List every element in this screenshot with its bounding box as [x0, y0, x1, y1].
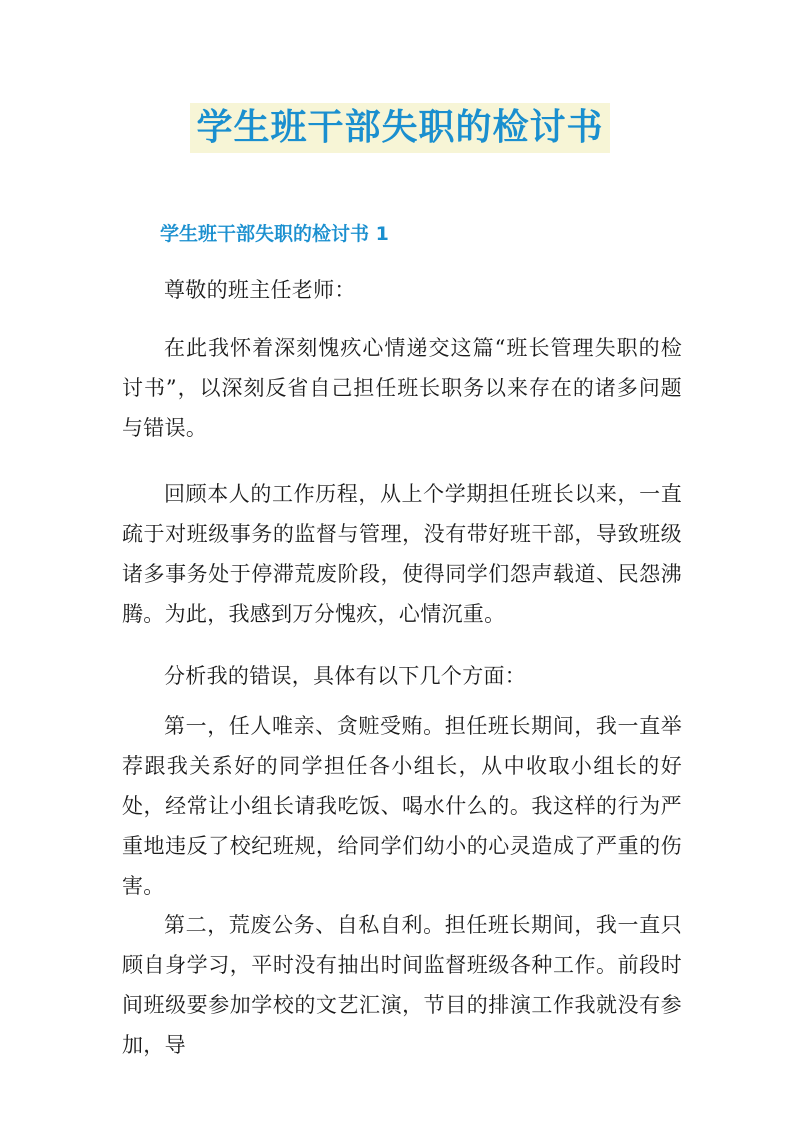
- document-title-wrapper: [0, 103, 800, 153]
- paragraph-point-two: 第二，荒废公务、自私自利。担任班长期间，我一直只顾自身学习，平时没有抽出时间监督班级各种工作。前段时间班级要参加学校的文艺汇演，节目的排演工作我就没有参加，导: [122, 913, 682, 1057]
- section-heading: 学生班干部失职的检讨书 1: [160, 223, 389, 245]
- paragraph-review: 回顾本人的工作历程，从上个学期担任班长以来，一直疏于对班级事务的监督与管理，没有带好班干部，导致班级诸多事务处于停滞荒废阶段，使得同学们怨声载道、民怨沸腾。为此，我感到万分愧疚，心情沉重。: [122, 482, 682, 626]
- paragraph-intro: 在此我怀着深刻愧疚心情递交这篇“班长管理失职的检讨书”，以深刻反省自己担任班长职务以来存在的诸多问题与错误。: [122, 336, 682, 440]
- document-title: 学生班干部失职的检讨书: [190, 103, 609, 153]
- salutation: 尊敬的班主任老师：: [164, 278, 356, 302]
- paragraph-analysis: 分析我的错误，具体有以下几个方面：: [164, 664, 527, 688]
- paragraph-point-one: 第一，任人唯亲、贪赃受贿。担任班长期间，我一直举荐跟我关系好的同学担任各小组长，从中收取小组长的好处，经常让小组长请我吃饭、喝水什么的。我这样的行为严重地违反了校纪班规，给同学们幼小的心灵造成了严重的伤害。: [122, 714, 682, 898]
